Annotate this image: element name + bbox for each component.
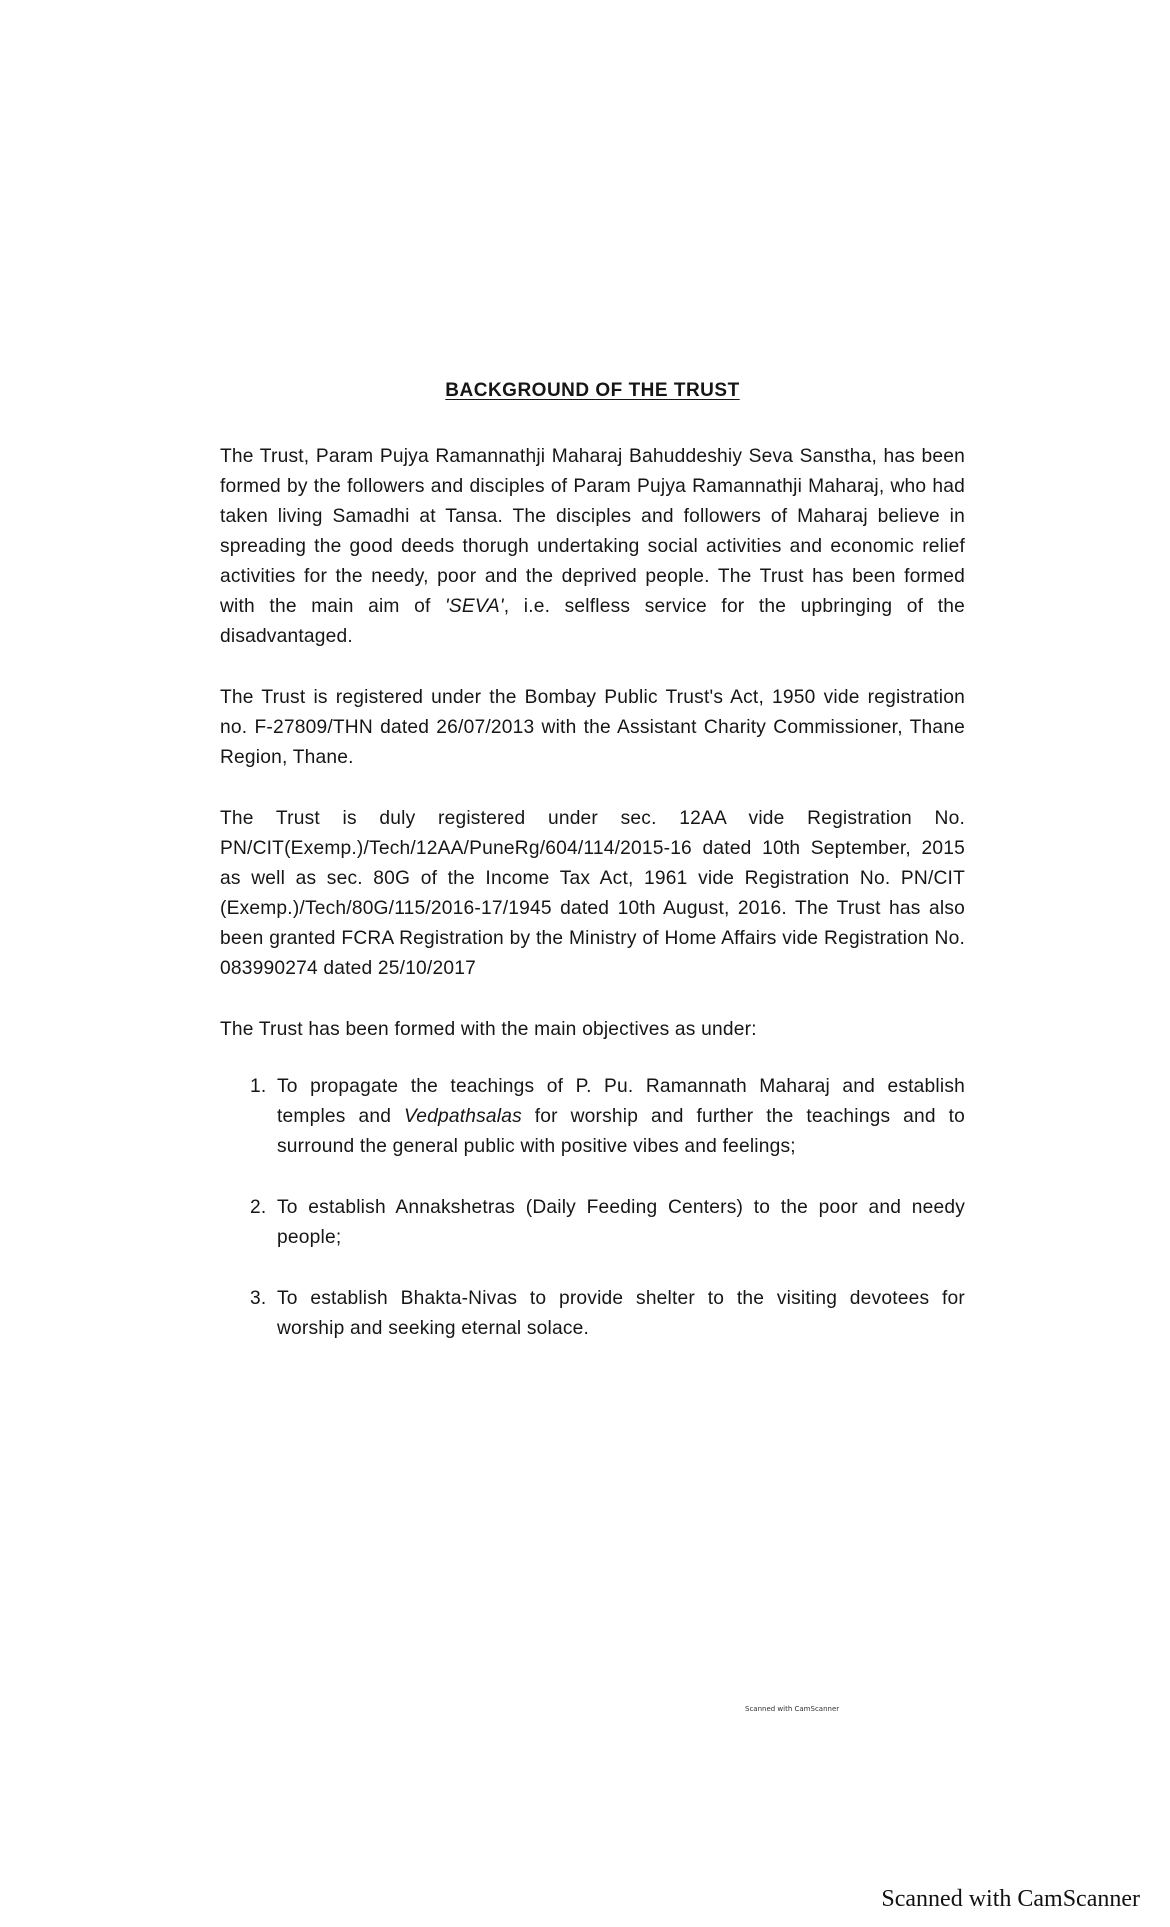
objective-text: To establish Bhakta-Nivas to provide shelter to the visiting devotees for worship and seeking eternal solace. (277, 1288, 965, 1339)
document-heading: BACKGROUND OF THE TRUST (445, 380, 740, 401)
objective-number: 2. (250, 1197, 267, 1218)
seva-emphasis: 'SEVA' (445, 596, 504, 617)
objective-number: 1. (250, 1076, 267, 1097)
document-body (220, 380, 965, 1375)
objective-text (277, 1072, 965, 1162)
paragraph-tax-registration: The Trust is duly registered under sec. 12AA vide Registration No. PN/CIT(Exemp.)/Tech/12AA/PuneRg/604/114/2015-16 dated 10th September, 2015 as well as sec. 80G of the Income Tax Act, 1961 vide Registration No. PN/CIT (Exemp.)/Tech/80G/115/2016-17/1945 dated 10th August, 2016. The Trust has also been granted FCRA Registration by the Ministry of Home Affairs vide Registration No. 083990274 dated 25/10/2017 (220, 808, 965, 979)
scanner-watermark-small: Scanned with CamScanner (745, 1705, 840, 1713)
vedpathsalas-emphasis: Vedpathsalas (403, 1106, 522, 1127)
objective-text-start: To propagate the teachings of P. Pu. Ramannath Maharaj and establish temples and (277, 1076, 965, 1127)
objective-text: To establish Annakshetras (Daily Feeding Centers) to the poor and needy people; (277, 1197, 965, 1248)
paragraph-registration: The Trust is registered under the Bombay Public Trust's Act, 1950 vide registration no. F-27809/THN dated 26/07/2013 with the Assistant Charity Commissioner, Thane Region, Thane. (220, 687, 965, 768)
paragraph-objectives-intro: The Trust has been formed with the main objectives as under: (220, 1019, 757, 1040)
objective-item (220, 1284, 965, 1344)
objective-item (220, 1072, 965, 1162)
paragraph-about-trust (220, 442, 965, 652)
objective-item (220, 1193, 965, 1253)
scanner-watermark: Scanned with CamScanner (881, 1886, 1140, 1912)
objective-text-end: for worship and further the teachings and to surround the general public with positive vibes and feelings; (277, 1106, 966, 1157)
paragraph-about-trust-text-end: , i.e. selfless service for the upbringing of the disadvantaged. (220, 596, 965, 647)
objective-number: 3. (250, 1288, 267, 1309)
paragraph-about-trust-text-start: The Trust, Param Pujya Ramannathji Maharaj Bahuddeshiy Seva Sanstha, has been formed by the followers and disciples of Param Pujya Ramannathji Maharaj, who had taken living Samadhi at Tansa. The disciples and followers of Maharaj believe in spreading the good deeds thorugh undertaking social activities and economic relief activities for the needy, poor and the deprived people. The Trust has been formed with the main aim of (220, 446, 965, 617)
objectives-list (220, 1072, 965, 1344)
